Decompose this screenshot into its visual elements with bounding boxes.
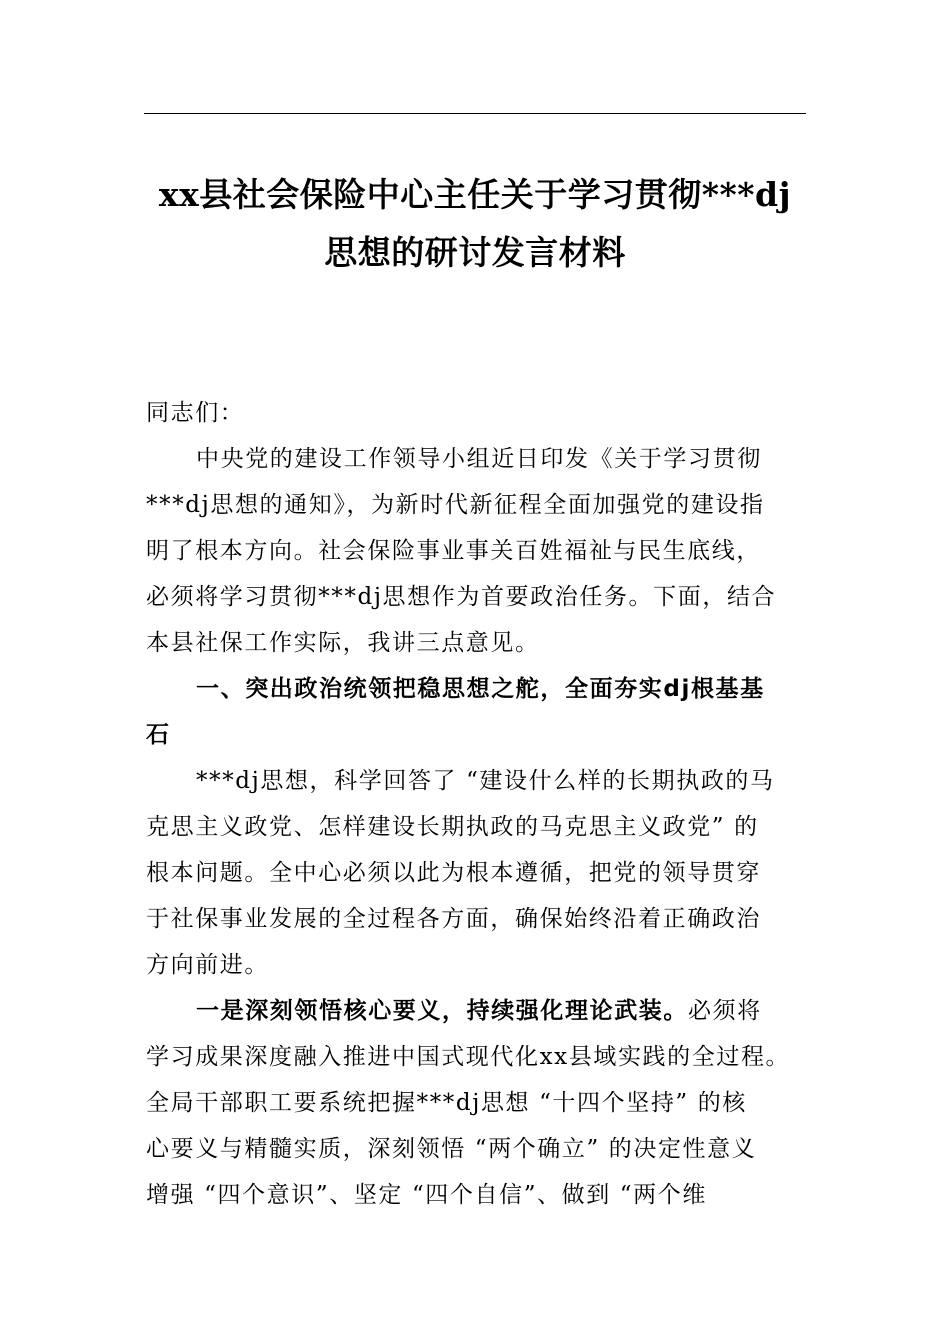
document-title [120,166,830,282]
salutation: 同志们： [146,400,245,426]
title-line-2: 思想的研讨发言材料 [324,233,626,272]
paragraph-1-line: 必须将学习贯彻***dj思想作为首要政治任务。下面，结合 [146,584,777,610]
paragraph-2-line: 根本问题。全中心必须以此为根本遵循，把党的领导贯穿 [146,860,761,886]
paragraph-3-line: 全局干部职工要系统把握***dj思想 “十四个坚持” 的核 [146,1090,747,1116]
paragraph-3-line: 学习成果深度融入推进中国式现代化xx县域实践的全过程。 [146,1044,791,1070]
section-heading-line: 石 [146,722,171,748]
paragraph-2-line: 于社保事业发展的全过程各方面，确保始终沿着正确政治 [146,906,761,932]
paragraph-3-line: 增强 “四个意识”、坚定 “四个自信”、做到 “两个维 [146,1182,707,1208]
paragraph-1-line: 本县社保工作实际，我讲三点意见。 [146,630,540,656]
paragraph-2-line: 方向前进。 [146,952,269,978]
paragraph-3-first-rest: 必须将 [688,998,762,1024]
title-line-1: xx县社会保险中心主任关于学习贯彻***dj [158,175,792,214]
paragraph-2-line: 克思主义政党、怎样建设长期执政的马克思主义政党” 的 [146,814,759,840]
paragraph-3-lead-text: 一是深刻领悟核心要义，持续强化理论武装。 [196,997,688,1024]
document-body [146,390,814,1218]
paragraph-1-line: ***dj思想的通知》，为新时代新征程全面加强党的建设指 [146,492,765,518]
paragraph-3-first-line [146,988,814,1034]
paragraph-2-line: ***dj思想，科学回答了 “建设什么样的长期执政的马 [196,768,775,794]
paragraph-1-line: 中央党的建设工作领导小组近日印发《关于学习贯彻 [196,446,762,472]
paragraph-3-line: 心要义与精髓实质，深刻领悟 “两个确立” 的决定性意义 [146,1136,757,1162]
section-heading-line: 一、突出政治统领把稳思想之舵，全面夯实dj根基基 [196,676,765,702]
paragraph-1-line: 明了根本方向。社会保险事业事关百姓福祉与民生底线， [146,538,761,564]
header-rule [144,113,806,114]
